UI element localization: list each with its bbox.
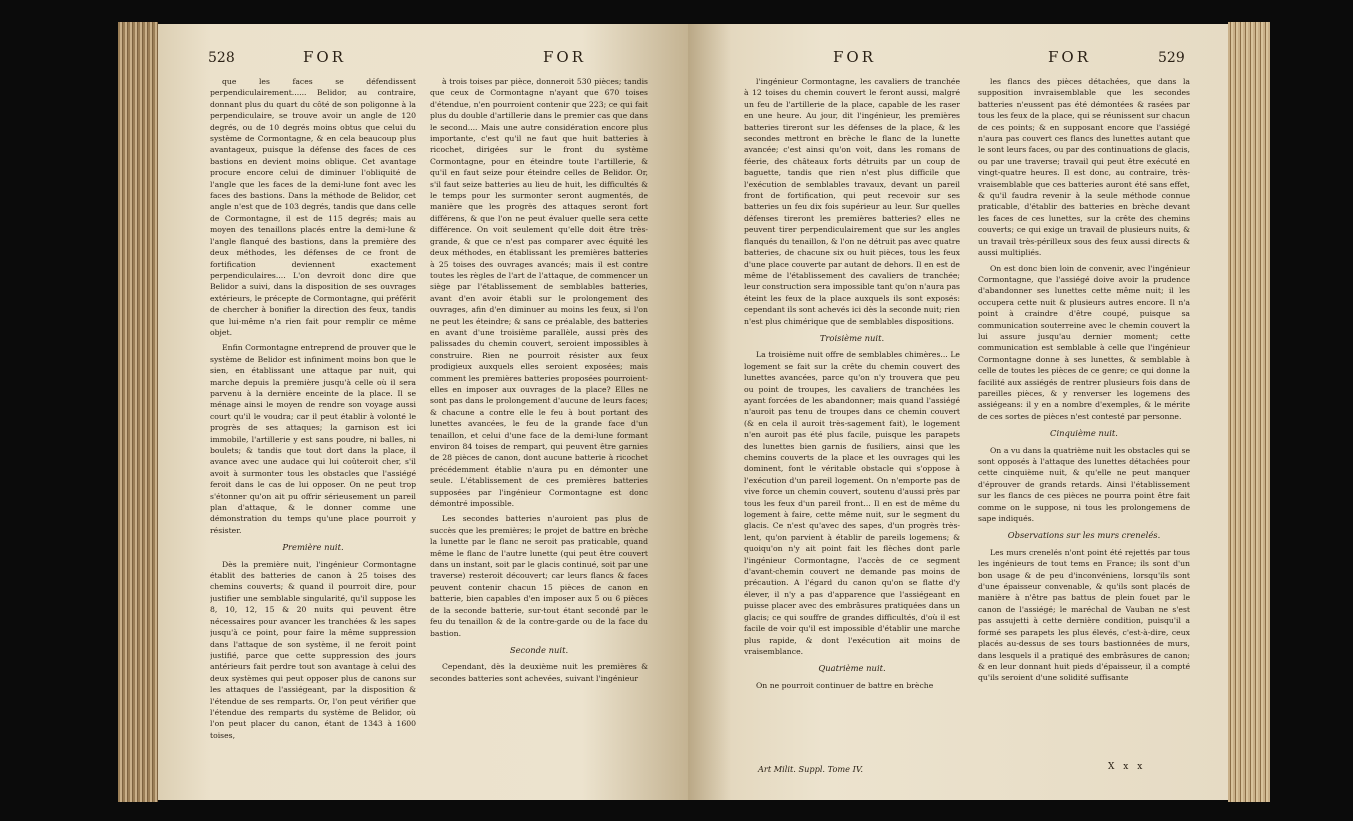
paragraph: On est donc bien loin de convenir, avec l'ingénieur Cormontagne, que l'assiégé doive avoir la prudence d'abandonner ses lunettes cette même nuit; il les occupera cette nuit & plusieurs autres encore. Il n'a point à craindre d'être coupé, puisque sa communication souterreine avec le chemin couvert la lui assure jusqu'au dernier moment; cette communication est semblable à celle que l'ingénieur Cormontagne donne à ses lunettes, & semblable à celle de toutes les pièces de ce genre; ce qui donne la facilité aux assiégés de rentrer plusieurs fois dans de pareilles pièces, & y renverser les logemens des assiégeans: il y en a nombre d'exemples, & le mérite de ces sortes de pièces n'est contesté par personne. bbox=[978, 263, 1190, 421]
left-page bbox=[158, 24, 688, 800]
left-column-1 bbox=[210, 76, 416, 766]
left-running-head: FOR bbox=[303, 48, 346, 66]
right-column-1 bbox=[744, 76, 960, 716]
paragraph: Dès la première nuit, l'ingénieur Cormontagne établit des batteries de canon à 25 toises des chemins couverts; & quand il pourroit dire, pour justifier une semblable singularité, qu'il suppose les 8, 10, 12, 15 & 20 nuits qui peuvent être nécessaires pour avancer les tranchées & les sapes jusqu'à ce point, pour faire la même suppression dans l'attaque de son système, il ne feroit point justifié, parce que cette suppression des jours antérieurs fait perdre tout son avantage à celui des deux systèmes qui peut opposer plus de canons sur les attaques de l'assiégeant, par la disposition & l'étendue de ses remparts. Or, l'on peut vérifier que l'étendue des remparts du système de Belidor, où l'on peut placer du canon, étant de 1343 à 1600 toises, bbox=[210, 559, 416, 740]
page-edges-left bbox=[118, 22, 158, 802]
paragraph: On a vu dans la quatrième nuit les obstacles qui se sont opposés à l'attaque des lunettes détachées pour cette cinquième nuit, & qu'elle ne peut manquer d'éprouver de grands retards. Ainsi l'établissement sur les flancs de ces pièces ne pourra point être fait comme on le suppose, ni tous les prolongemens de sape indiqués. bbox=[978, 445, 1190, 524]
paragraph: Cependant, dès la deuxième nuit les premières & secondes batteries sont achevées, suivant l'ingénieur bbox=[430, 662, 648, 683]
page-edges-right bbox=[1228, 22, 1270, 802]
paragraph: On ne pourroit continuer de battre en brèche bbox=[756, 680, 934, 690]
signature-mark: X x x bbox=[1108, 762, 1146, 772]
left-page-number: 528 bbox=[208, 50, 235, 66]
section-heading: Quatrième nuit. bbox=[818, 663, 886, 674]
paragraph: que les faces se défendissent perpendiculairement...... Belidor, au contraire, donnant plus du quart du côté de son poligonne à la perpendiculaire, se trouve avoir un angle de 120 degrés, ou de 10 degrés moins obtus que celui du système de Cormontagne, & en cela beaucoup plus avantageux, puisque la défense des faces de ces bastions en devient moins oblique. Cet avantage procure encore celui de diminuer l'obliquité de l'angle que les faces de la demi-lune font avec les faces des bastions. Dans la méthode de Belidor, cet angle n'est que de 103 degrés, tandis que dans celle de Cormontagne, il est de 115 degrés; mais au moyen des tenaillons placés entre la demi-lune & l'angle flanqué des bastions, dans la première des deux méthodes, les défenses de ce front de fortification deviennent exactement perpendiculaires.... L'on devroit donc dire que Belidor a suivi, dans la disposition de ses ouvrages extérieurs, le précepte de Cormontagne, qui préférit de chercher à bonifier la direction des feux, tandis que lui-même n'a rien fait pour remplir ce même objet. bbox=[210, 77, 416, 337]
paragraph: Les murs crenelés n'ont point été rejettés par tous les ingénieurs de tout tems en France; ils sont d'un bon usage & de peu d'inconvéniens, lorsqu'ils sont d'une épaisseur convenable, & qu'ils sont placés de manière à n'être pas battus de plein fouet par le canon de l'assiégé; le maréchal de Vauban ne s'est pas assujetti à cette dernière condition, puisqu'il a formé ses parapets les plus élevés, c'est-à-dire, ceux placés au-dessus de ses tours bastionnées de murs, dans lesquels il a pratiqué des embrâsures de canon; & en leur donnant huit pieds d'épaisseur, il a compté qu'ils seroient d'une solidité suffisante bbox=[978, 547, 1190, 683]
paragraph: Les secondes batteries n'auroient pas plus de succès que les premières; le projet de battre en brèche la lunette par le flanc ne seroit pas praticable, quand même le flanc de l'autre lunette (qui peut être couvert dans un instant, soit par le glacis continué, soit par une traverse) resteroit découvert; car leurs flancs & faces peuvent contenir chacun 15 pièces de canon en batterie, bien capables d'en imposer aux 5 ou 6 pièces de la seconde batterie, sur-tout étant secondé par le feu du tenaillon & de la contre-garde ou de la face du bastion. bbox=[430, 514, 648, 638]
open-book bbox=[118, 10, 1270, 814]
paragraph: à trois toises par pièce, donneroit 530 pièces; tandis que ceux de Cormontagne n'ayant que 670 toises d'étendue, n'en pourroient contenir que 223; ce qui fait plus du double d'artillerie dans le premier cas que dans le second.... Mais une autre considération encore plus importante, c'est qu'il ne faut que huit batteries à ricochet, dirigées sur le front du système Cormontagne, pour en éteindre toute l'artillerie, & qu'il en faut seize pour éteindre celles de Belidor. Or, s'il faut seize batteries au lieu de huit, les difficultés & le temps pour les surmonter seront augmentés, de manière que les progrès des attaques seront fort différens, & que l'on ne peut évaluer quelle sera cette différence. On voit seulement qu'elle doit être très-grande, & que ce n'est pas comparer avec équité les deux méthodes, en établissant les premières batteries à 25 toises des ouvrages avancés; mais il est contre toutes les règles de l'art de l'attaque, de commencer un siège par l'établissement de semblables batteries, avant d'en avoir établi sur le prolongement des ouvrages, afin d'en diminuer au moins les feux, si l'on ne peut les éteindre; & sans ce préalable, des batteries en avant d'une troisième parallèle, aussi près des palissades du chemin couvert, seroient impossibles à construire. Rien ne pourroit résister aux feux prodigieux auxquels elles seroient exposées; mais comment les premières batteries proposées pourroient-elles en imposer aux ouvrages de la place? Elles ne sont pas dans le prolongement d'aucune de leurs faces; & chacune a contre elle le feu à bout portant des lunettes avancées, le feu de la grande face d'un tenaillon, et celui d'une face de la demi-lune formant environ 84 toises de rempart, qui peuvent être garnies de 28 pièces de canon, dont aucune batterie à ricochet précédemment établie n'aura pu en démonter une seule. L'établissement de ces premières batteries supposées par l'ingénieur Cormontagne est donc démontré impossible. bbox=[430, 77, 648, 509]
section-heading: Première nuit. bbox=[282, 542, 344, 553]
right-column-2 bbox=[978, 76, 1190, 746]
right-running-head: FOR bbox=[833, 48, 876, 66]
page-footer: Art Milit. Suppl. Tome IV. bbox=[758, 764, 863, 774]
right-page bbox=[688, 24, 1228, 800]
paragraph: les flancs des pièces détachées, que dans la supposition invraisemblable que les secondes batteries n'eussent pas été démontées & rasées par tous les feux de la place, qui se réunissent sur chacun de ces points; & en supposant encore que l'assiégé n'aura pas couvert ces flancs des lunettes autant que le sont leurs faces, ou par des continuations de glacis, ou par une traverse; travail qui peut être exécuté en vingt-quatre heures. Il est donc, au contraire, très-vraisemblable que ces batteries auront été sans effet, & qu'il faudra revenir à la seule méthode connue praticable, d'établir des batteries en brèche devant les faces de ces lunettes, sur la crête des chemins couverts; ce qui exige un travail de plusieurs nuits, & un travail très-périlleux sous des feux aussi directs & aussi multipliés. bbox=[978, 77, 1190, 258]
section-heading: Cinquième nuit. bbox=[1050, 428, 1118, 439]
paragraph: Enfin Cormontagne entreprend de prouver que le système de Belidor est infiniment moins bon que le sien, en établissant une attaque par nuit, qui marche depuis la première jusqu'à celle où il sera parvenu à la dernière enceinte de la place. Il se ménage ainsi le moyen de rendre son voyage aussi court qu'il le voudra; car il peut établir à volonté le progrès de ses attaques; la garnison est ici immobile, l'artillerie y est sans poudre, ni balles, ni boulets; & tandis que tout dort dans la place, il avance avec une audace qui lui coûteroit cher, s'il avoit à surmonter tous les obstacles que l'assiégé feroit dans le cas de lui opposer. On ne peut trop s'étonner qu'on ait pu offrir sérieusement un pareil plan d'attaque, & le donner comme une démonstration du temps qu'une place pourroit y résister. bbox=[210, 343, 416, 535]
right-page-number: 529 bbox=[1158, 50, 1185, 66]
right-running-head-2: FOR bbox=[1048, 48, 1091, 66]
section-heading: Seconde nuit. bbox=[509, 644, 569, 655]
left-running-head-2: FOR bbox=[543, 48, 586, 66]
paragraph: l'ingénieur Cormontagne, les cavaliers de tranchée à 12 toises du chemin couvert le feront aussi, malgré un feu de l'artillerie de la place, capable de les raser en une heure. Au jour, dit l'ingénieur, les premières batteries tireront sur les défenses de la place, & les secondes mettront en brèche le flanc de la lunette avancée; c'est ainsi qu'on voit, dans les romans de féerie, des châteaux forts détruits par un coup de baguette, tandis que rien n'est plus difficile que l'exécution de semblables travaux, devant un pareil front de fortification, qui peut recevoir sur ses batteries un feu dix fois supérieur au leur. Sur quelles défenses tireront les premières batteries? elles ne peuvent tirer perpendiculairement que sur les angles flanqués du tenaillon, & l'on ne détruit pas avec quatre batteries, de chacune six ou huit pièces, tous les feux d'une place couverte par autant de dehors. Il en est de même de l'établissement des cavaliers de tranchée; leur construction sera impossible tant qu'on n'aura pas éteint les feux de la place auxquels ils sont exposés: cependant ils sont achevés ici dès la seconde nuit; rien n'est plus chimérique que de semblables dispositions. bbox=[744, 77, 960, 326]
paragraph: La troisième nuit offre de semblables chimères... Le logement se fait sur la crête du chemin couvert des lunettes avancées, parce qu'on n'y trouvera que peu ou point de troupes, les cavaliers de tranchées les ayant forcées de les abandonner; mais quand l'assiégé n'auroit pas tenu de troupes dans ce chemin couvert (& en cela il auroit très-sagement fait), le logement n'en auroit pas été plus facile, puisque les parapets des lunettes bien garnis de fusiliers, ainsi que les chemins couverts de la place et les ouvrages qui les dominent, font le véritable obstacle qui s'oppose à l'exécution d'un pareil logement. On n'emporte pas de vive force un chemin couvert, soutenu d'aussi près par tous les feux d'un pareil front... Il en est de même du logement à faire, cette même nuit, sur le segment du glacis. Ce n'est qu'avec des sapes, d'un progrès très-lent, qu'on parvient à établir de pareils logemens; & quoiqu'on n'y ait point fait les flèches dont parle l'ingénieur Cormontagne, l'accès de ce segment d'avant-chemin couvert ne demande pas moins de précaution. A l'égard du canon qu'on se flatte d'y élever, il n'y a pas d'apparence que l'assiégeant en puisse placer avec des embrâsures pratiquées dans un glacis; ce qui souffre de grandes difficultés, d'où il est facile de voir qu'il est impossible d'établir une marche plus rapide, & dont l'exécution ait moins de vraisemblance. bbox=[744, 350, 960, 656]
section-heading: Troisième nuit. bbox=[819, 332, 885, 343]
left-column-2 bbox=[430, 76, 648, 766]
section-heading: Observations sur les murs crenelés. bbox=[1007, 530, 1161, 541]
